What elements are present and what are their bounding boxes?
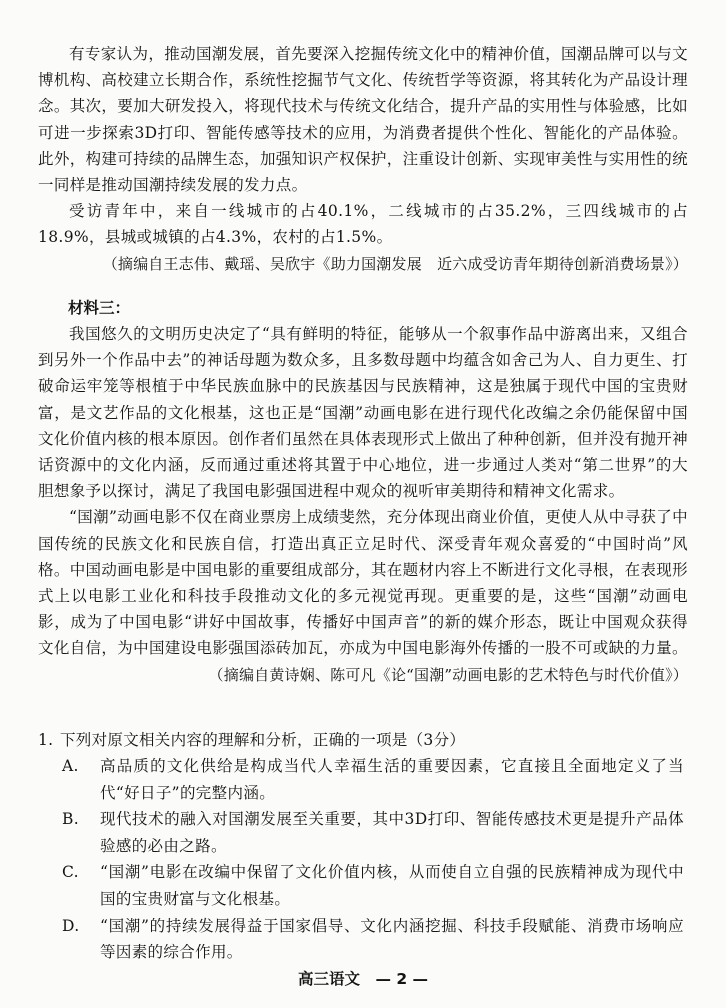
material-3-paragraph-2: “国潮”动画电影不仅在商业票房上成绩斐然，充分体现出商业价值，更使人从中寻获了中国传统的民族文化和民族自信，打造出真正立足时代、深受青年观众喜爱的“中国时尚”风格。中国动画电影是中国电影的重要组成部分，其在题材内容上不断进行文化寻根，在表现形式上以电影工业化和科技手段推动文化的多元视觉再现。更重要的是，这些“国潮”动画电影，成为了中国电影“讲好中国故事，传播好中国声音”的新的媒介形态，既让中国观众获得文化自信，为中国建设电影强国添砖加瓦，亦成为中国电影海外传播的一股不可或缺的力量。 xyxy=(38,508,688,658)
expert-opinion-paragraph: 有专家认为，推动国潮发展，首先要深入挖掘传统文化中的精神价值，国潮品牌可以与文博机构、高校建立长期合作，系统性挖掘节气文化、传统哲学等资源，将其转化为产品设计理念。其次，要加大研发投入，将现代技术与传统文化结合，提升产品的实用性与体验感，比如可进一步探索3D打印、智能传感等技术的应用，为消费者提供个性化、智能化的产品体验。此外，构建可持续的品牌生态，加强知识产权保护，注重设计创新、实现审美性与实用性的统一同样是推动国潮持续发展的发力点。 xyxy=(38,45,688,195)
material-3-heading: 材料三： xyxy=(68,299,131,317)
question-stem-text: 下列对原文相关内容的理解和分析，正确的一项是（3分） xyxy=(60,731,466,749)
option-d-text: “国潮”的持续发展得益于国家倡导、文化内涵挖掘、科技手段赋能、消费市场响应等因素的综合作用。 xyxy=(100,916,684,962)
option-b xyxy=(38,806,688,859)
option-a-letter: A. xyxy=(62,757,79,775)
question-1-stem xyxy=(38,727,688,753)
option-c-letter: C. xyxy=(62,863,79,882)
question-number: 1. xyxy=(38,731,54,749)
option-b-text: 现代技术的融入对国潮发展至关重要，其中3D打印、智能传感技术更是提升产品体验感的必由之路。 xyxy=(100,810,684,855)
source-citation-2: （摘编自王志伟、戴瑶、吴欣宇《助力国潮发展 近六成受访青年期待创新消费场景》） xyxy=(102,254,688,273)
option-d-letter: D. xyxy=(62,916,80,935)
material-2-continuation xyxy=(38,41,688,277)
source-citation-3: （摘编自黄诗娴、陈可凡《论“国潮”动画电影的艺术特色与时代价值》） xyxy=(208,665,688,684)
survey-statistics-paragraph: 受访青年中，来自一线城市的占40.1%，二线城市的占35.2%，三四线城市的占18.9%，县城或城镇的占4.3%，农村的占1.5%。 xyxy=(38,202,688,247)
option-d xyxy=(38,913,688,966)
option-a xyxy=(38,753,688,806)
option-c-text: “国潮”电影在改编中保留了文化价值内核，从而使自立自强的民族精神成为现代中国的宝贵财富与文化根基。 xyxy=(100,863,684,908)
material-3-paragraph-1: 我国悠久的文明历史决定了“具有鲜明的特征，能够从一个叙事作品中游离出来，又组合到另外一个作品中去”的神话母题为数众多，且多数母题中均蕴含如舍己为人、自力更生、打破命运牢笼等根植于中华民族血脉中的民族基因与民族精神，这是独属于现代中国的宝贵财富，是文艺作品的文化根基，这也正是“国潮”动画电影在进行现代化改编之余仍能保留中国文化价值内核的根本原因。创作者们虽然在具体表现形式上做出了种种创新，但并没有抛开神话资源中的文化内涵，反而通过重述将其置于中心地位，进一步通过人类对“第二世界”的大胆想象予以探讨，满足了我国电影强国进程中观众的视听审美期待和精神文化需求。 xyxy=(38,325,688,501)
option-a-text: 高品质的文化供给是构成当代人幸福生活的重要因素，它直接且全面地定义了当代“好日子”的完整内涵。 xyxy=(100,757,684,802)
option-b-letter: B. xyxy=(62,810,80,829)
option-c xyxy=(38,859,688,912)
page-footer: 高三语文 — 2 — xyxy=(297,970,429,988)
material-3-section xyxy=(38,295,688,688)
question-1 xyxy=(38,727,688,966)
